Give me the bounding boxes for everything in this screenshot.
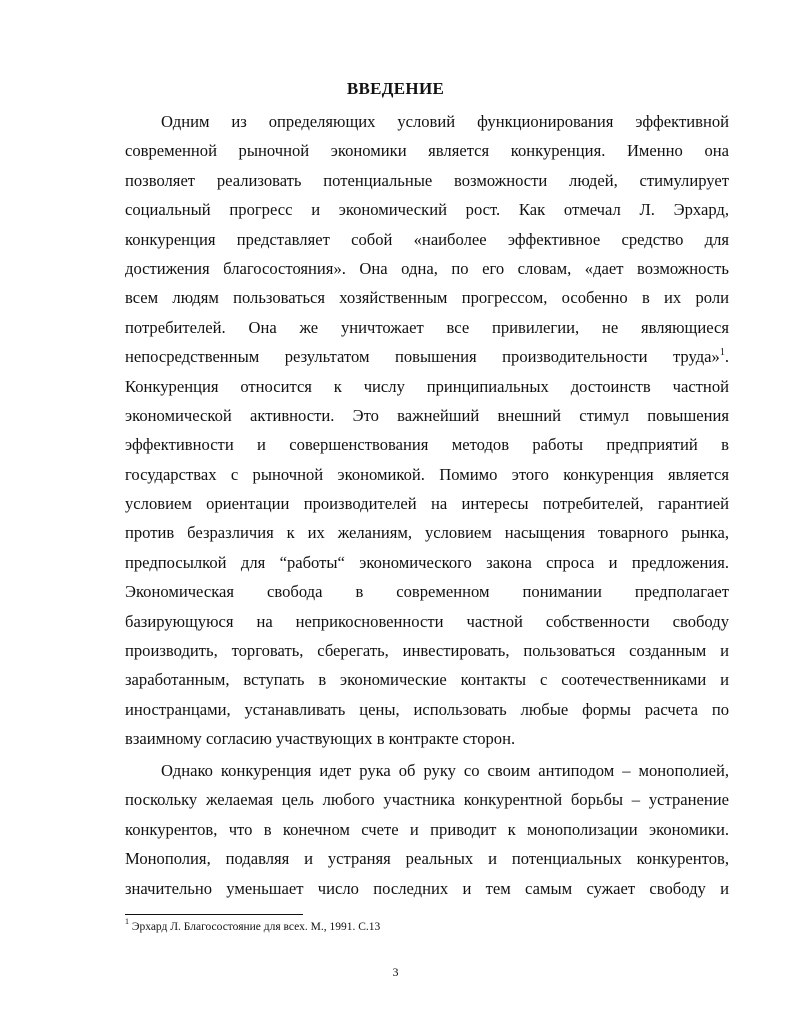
text-line-with-footnote — [125, 342, 729, 371]
text-line: производить, торговать, сберегать, инвестировать, пользоваться созданным и — [125, 641, 729, 661]
text-segment: . — [724, 347, 729, 367]
footnote-text: Эрхард Л. Благосостояние для всех. М., 1991. С.13 — [129, 921, 381, 933]
text-line: базирующуюся на неприкосновенности частной собственности свободу — [125, 611, 729, 631]
text-line: Монополия, подавляя и устраняя реальных и потенциальных конкурентов, — [125, 849, 729, 869]
text-line: всем людям пользоваться хозяйственным прогрессом, особенно в их роли — [125, 288, 729, 308]
text-line: Конкуренция относится к числу принципиальных достоинств частной — [125, 376, 729, 396]
footnote-marker: 1 — [125, 917, 129, 927]
text-line: Одним из определяющих условий функционирования эффективной — [161, 112, 729, 131]
text-line: потребителей. Она же уничтожает все привилегии, не являющиеся — [125, 317, 729, 337]
footnote-divider — [125, 914, 303, 915]
footnote — [125, 917, 381, 933]
text-line: заработанным, вступать в экономические контакты с соотечественниками и — [125, 670, 729, 690]
text-line: позволяет реализовать потенциальные возможности людей, стимулирует — [125, 170, 729, 190]
page-number: 3 — [392, 965, 399, 979]
text-line: предпосылкой для “работы“ экономического закона спроса и предложения. — [125, 552, 729, 572]
text-segment: непосредственным результатом повышения производительности труда» — [125, 347, 720, 367]
text-line: эффективности и совершенствования методов работы предприятий в — [125, 435, 729, 455]
text-line: взаимному согласию участвующих в контракте сторон. — [125, 729, 516, 749]
text-line: современной рыночной экономики является конкуренция. Именно она — [125, 141, 729, 161]
text-line: государствах с рыночной экономикой. Помимо этого конкуренция является — [125, 464, 729, 484]
paragraph-2 — [125, 756, 729, 903]
text-line: экономической активности. Это важнейший внешний стимул повышения — [125, 405, 729, 425]
text-line: Экономическая свобода в современном понимании предполагает — [125, 582, 729, 602]
text-line: значительно уменьшает число последних и тем самым сужает свободу и — [125, 878, 729, 898]
section-title: ВВЕДЕНИЕ — [346, 79, 445, 98]
text-line: поскольку желаемая цель любого участника конкурентной борьбы – устранение — [125, 790, 729, 810]
text-line: Однако конкуренция идет рука об руку со своим антиподом – монополией, — [161, 761, 729, 780]
text-line: достижения благосостояния». Она одна, по его словам, «дает возможность — [125, 258, 729, 278]
text-line: против безразличия к их желаниям, условием насыщения товарного рынка, — [125, 523, 729, 543]
paragraph-1 — [125, 107, 729, 754]
text-line: социальный прогресс и экономический рост. Как отмечал Л. Эрхард, — [125, 200, 729, 220]
footnote-reference: 1 — [719, 346, 725, 358]
text-line: иностранцами, устанавливать цены, использовать любые формы расчета по — [125, 699, 729, 719]
text-line: условием ориентации производителей на интересы потребителей, гарантией — [125, 494, 729, 514]
text-line: конкурентов, что в конечном счете и приводит к монополизации экономики. — [125, 819, 729, 839]
text-line: конкуренция представляет собой «наиболее эффективное средство для — [125, 229, 729, 249]
